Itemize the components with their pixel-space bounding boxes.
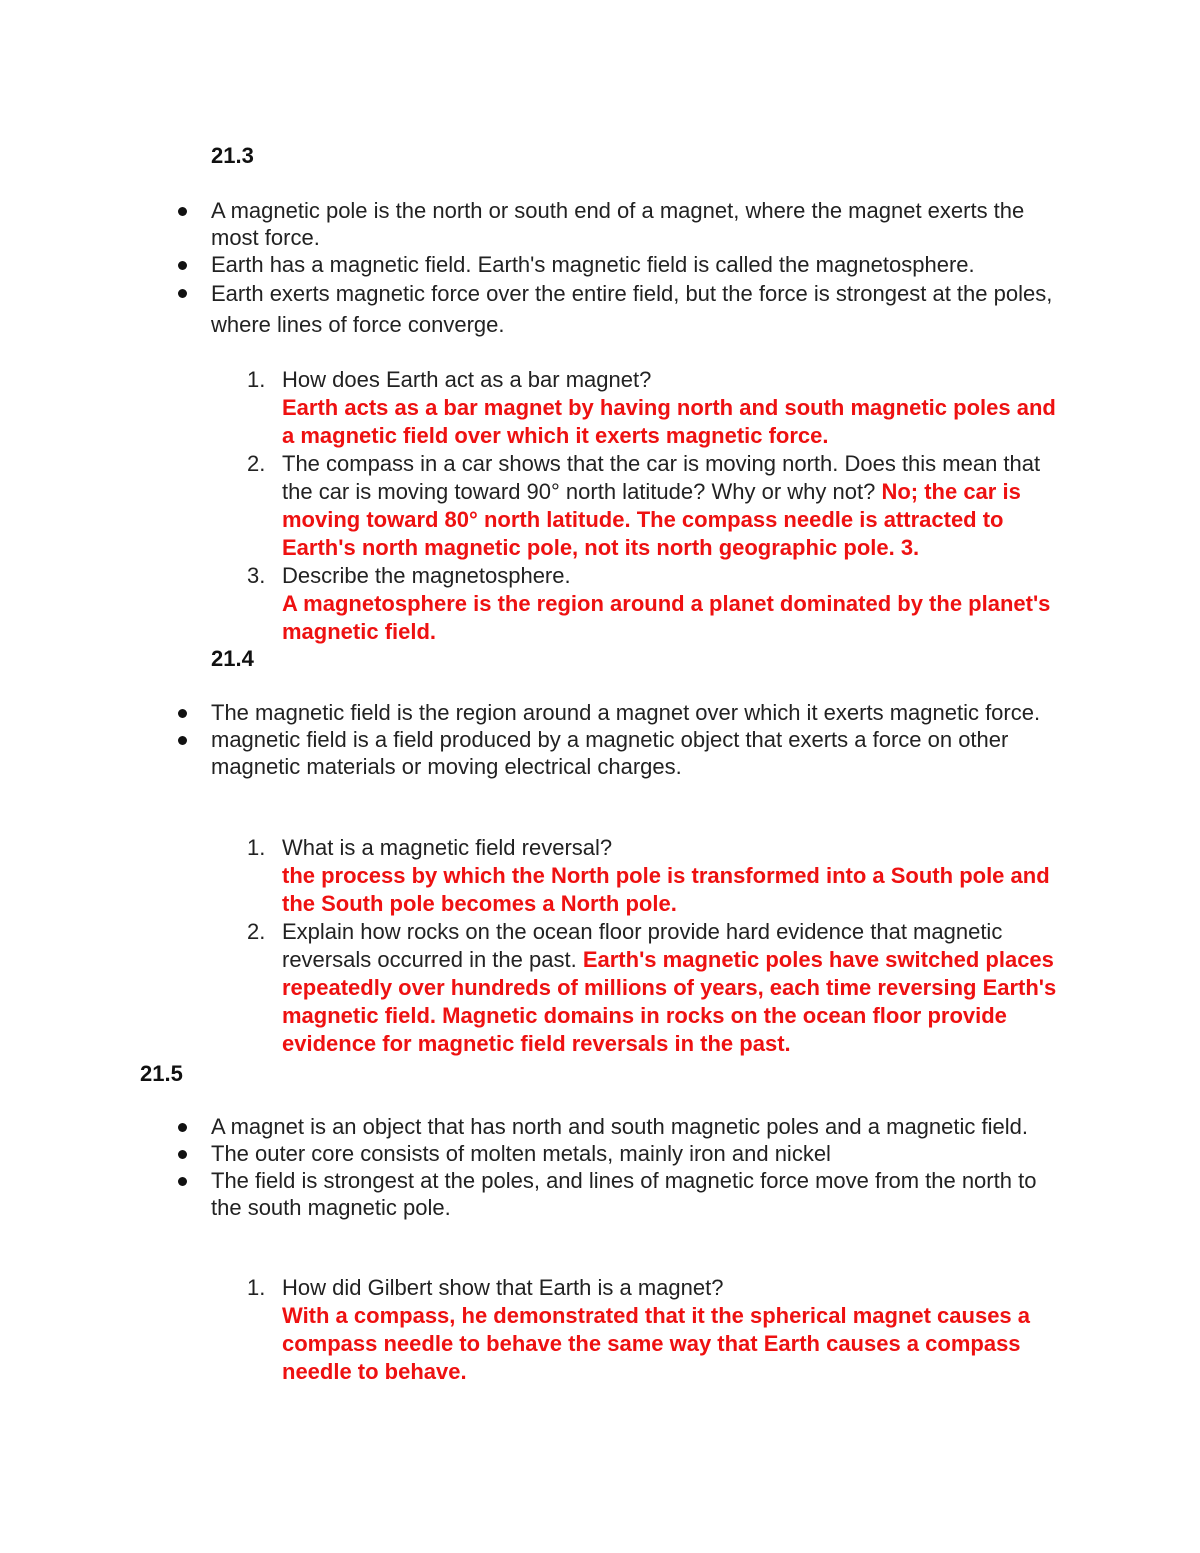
question-item — [0, 1274, 1072, 1386]
question-list-21-5 — [0, 1274, 1200, 1386]
question-text: Explain how rocks on the ocean floor provide hard evidence that magnetic reversals occurred in the past. — [282, 919, 1003, 972]
question-number: 3. — [247, 563, 266, 588]
question-item — [0, 366, 1072, 450]
answer-text: With a compass, he demonstrated that it the spherical magnet causes a compass needle to behave the same way that Earth causes a compass needle to behave. — [282, 1303, 1031, 1384]
question-number: 1. — [247, 367, 266, 392]
question-list-21-4 — [0, 834, 1200, 1058]
bullet-item — [0, 251, 1071, 278]
bullet-text: The magnetic field is the region around a magnet over which it exerts magnetic force. — [211, 700, 1041, 725]
bullet-list-21-5 — [0, 1113, 1200, 1221]
question-list-21-3 — [0, 366, 1200, 646]
bullet-text: The field is strongest at the poles, and lines of magnetic force move from the north to the south magnetic pole. — [211, 1168, 1037, 1220]
bullet-dot-icon — [178, 207, 187, 216]
bullet-dot-icon — [178, 261, 187, 270]
bullet-dot-icon — [178, 289, 187, 298]
answer-text: the process by which the North pole is transformed into a South pole and the South pole becomes a North pole. — [282, 863, 1050, 916]
bullet-list-21-3 — [0, 197, 1200, 340]
question-item — [0, 918, 1072, 1058]
bullet-text: The outer core consists of molten metals, mainly iron and nickel — [211, 1141, 831, 1166]
question-item — [0, 450, 1072, 562]
section-heading-21-3: 21.3 — [211, 143, 254, 168]
section-heading-21-4: 21.4 — [211, 646, 254, 671]
question-text: How does Earth act as a bar magnet? — [282, 367, 652, 392]
bullet-item — [0, 1167, 1071, 1221]
bullet-item — [0, 278, 1071, 340]
bullet-item — [0, 726, 1071, 780]
section-heading-21-5: 21.5 — [140, 1061, 183, 1086]
answer-text: No; the car is moving toward 80° north latitude. The compass needle is attracted to Earth's north magnetic pole, not its north geographic pole. 3. — [282, 479, 1021, 560]
bullet-item — [0, 699, 1071, 726]
bullet-text: Earth exerts magnetic force over the entire field, but the force is strongest at the poles, where lines of force converge. — [211, 281, 1053, 337]
bullet-item — [0, 197, 1071, 251]
bullet-list-21-4 — [0, 699, 1200, 780]
bullet-item — [0, 1140, 1071, 1167]
question-text: Describe the magnetosphere. — [282, 563, 571, 588]
question-item — [0, 834, 1072, 918]
bullet-text: A magnetic pole is the north or south end of a magnet, where the magnet exerts the most force. — [211, 198, 1025, 250]
question-number: 2. — [247, 451, 266, 476]
bullet-item — [0, 1113, 1071, 1140]
bullet-text: A magnet is an object that has north and south magnetic poles and a magnetic field. — [211, 1114, 1028, 1139]
question-text: What is a magnetic field reversal? — [282, 835, 613, 860]
bullet-dot-icon — [178, 1150, 187, 1159]
question-text: How did Gilbert show that Earth is a magnet? — [282, 1275, 724, 1300]
bullet-dot-icon — [178, 736, 187, 745]
question-item — [0, 562, 1072, 646]
answer-text: Earth acts as a bar magnet by having north and south magnetic poles and a magnetic field over which it exerts magnetic force. — [282, 395, 1056, 448]
bullet-dot-icon — [178, 1177, 187, 1186]
bullet-text: magnetic field is a field produced by a magnetic object that exerts a force on other magnetic materials or moving electrical charges. — [211, 727, 1009, 779]
question-number: 1. — [247, 835, 266, 860]
bullet-dot-icon — [178, 709, 187, 718]
answer-text: A magnetosphere is the region around a planet dominated by the planet's magnetic field. — [282, 591, 1051, 644]
answer-text: Earth's magnetic poles have switched places repeatedly over hundreds of millions of years, each time reversing Earth's magnetic field. Magnetic domains in rocks on the ocean floor provide evidence for magnetic field reversals in the past. — [282, 947, 1057, 1056]
bullet-dot-icon — [178, 1123, 187, 1132]
question-number: 1. — [247, 1275, 266, 1300]
question-text: The compass in a car shows that the car is moving north. Does this mean that the car is moving toward 90° north latitude? Why or why not? — [282, 451, 1041, 504]
bullet-text: Earth has a magnetic field. Earth's magnetic field is called the magnetosphere. — [211, 252, 975, 277]
question-number: 2. — [247, 919, 266, 944]
